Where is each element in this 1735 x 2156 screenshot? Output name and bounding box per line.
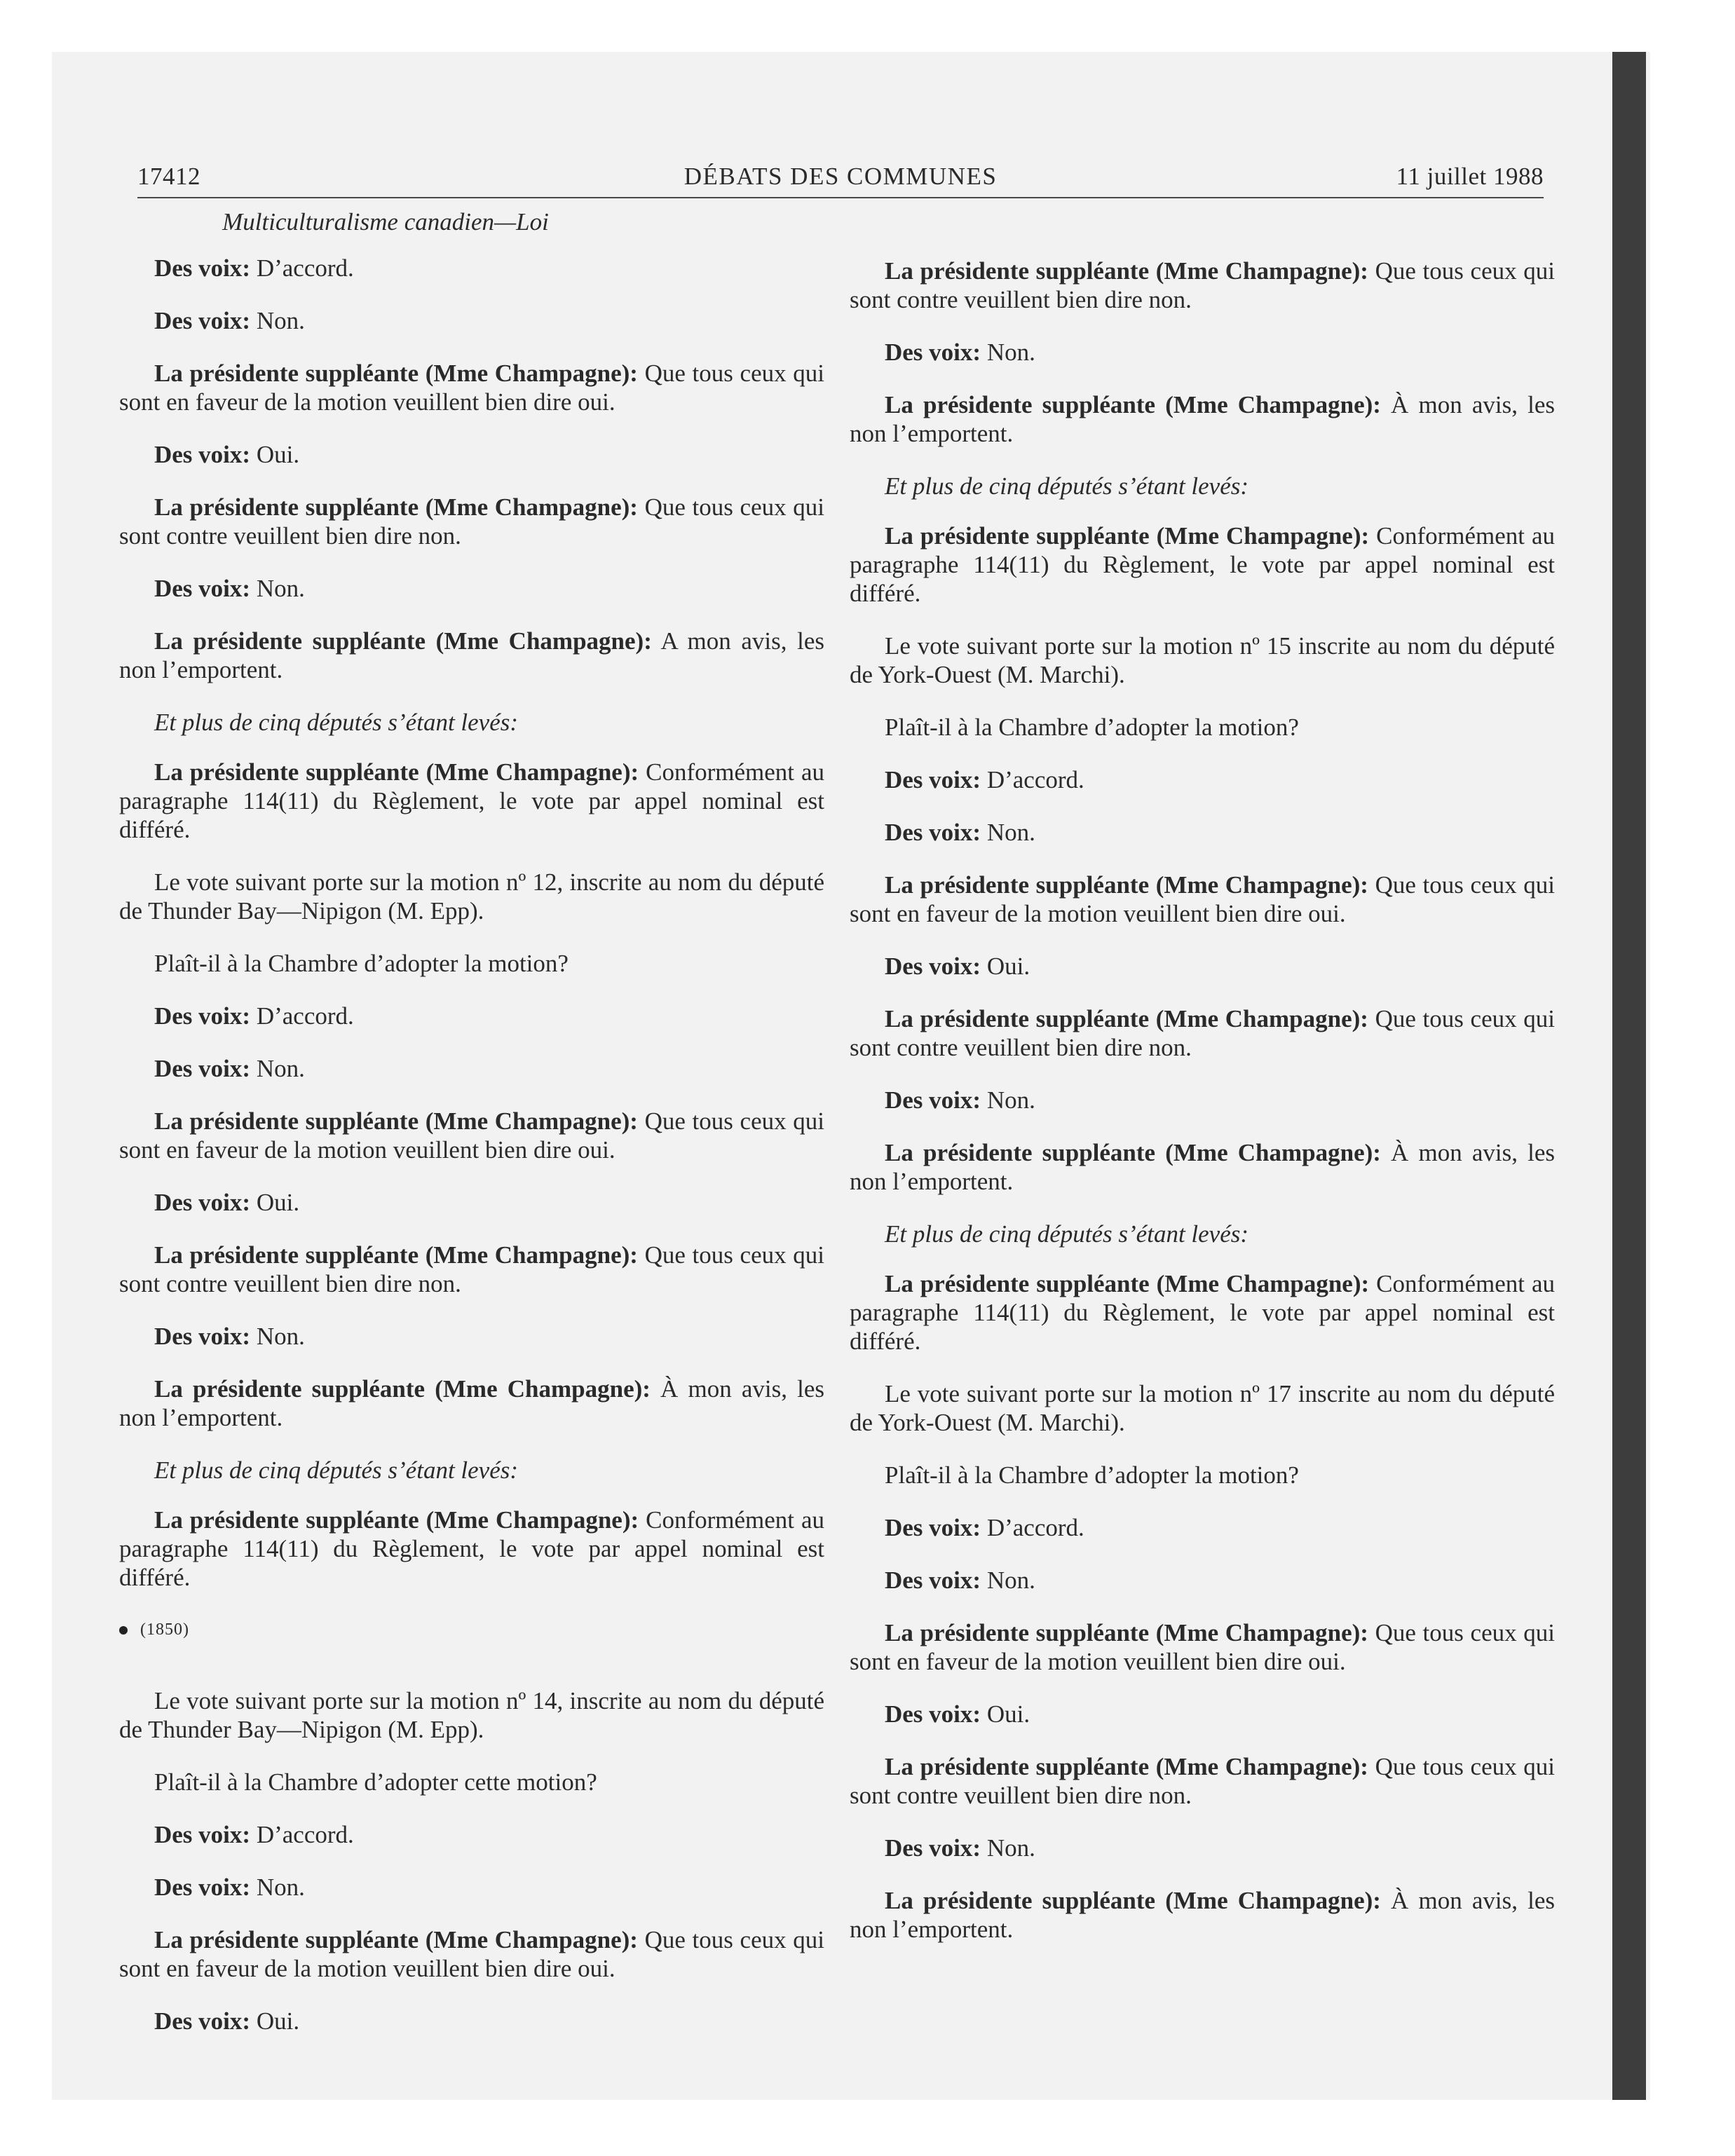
speech-paragraph <box>850 1269 1555 1356</box>
stage-direction <box>850 1220 1555 1248</box>
paragraph-text: Que tous ceux qui sont en faveur de la motion veuillent bien dire oui. <box>850 871 1555 927</box>
paragraph-text: Et plus de cinq députés s’étant levés: <box>885 472 1249 500</box>
speaker-name: La présidente suppléante (Mme Champagne): <box>885 391 1381 418</box>
timestamp-text: (1850) <box>140 1621 189 1639</box>
paragraph-text: Conformément au paragraphe 114(11) du Règlement, le vote par appel nominal est différé. <box>850 1270 1555 1355</box>
speaker-name: Des voix: <box>885 1834 981 1862</box>
narrative-paragraph <box>119 1768 824 1796</box>
paragraph-text: D’accord. <box>250 254 354 282</box>
paragraph-text: Non. <box>250 1874 305 1901</box>
speech-paragraph <box>850 952 1555 981</box>
speech-paragraph <box>119 1322 824 1351</box>
speech-paragraph <box>119 1241 824 1298</box>
speech-paragraph <box>119 359 824 416</box>
speaker-name: La présidente suppléante (Mme Champagne): <box>154 360 638 387</box>
speaker-name: Des voix: <box>885 1567 981 1594</box>
speech-paragraph <box>119 1188 824 1217</box>
speech-paragraph <box>119 1506 824 1592</box>
speech-paragraph <box>850 257 1555 314</box>
paragraph-text: Non. <box>981 1567 1035 1594</box>
paragraph-text: Et plus de cinq députés s’étant levés: <box>154 1456 519 1484</box>
narrative-paragraph <box>850 1379 1555 1437</box>
speech-paragraph <box>119 1002 824 1030</box>
timestamp <box>119 1616 824 1644</box>
paragraph-text: Non. <box>250 307 305 334</box>
paragraph-text: Que tous ceux qui sont contre veuillent bien dire non. <box>119 493 824 550</box>
left-column <box>119 207 824 2059</box>
speech-paragraph <box>850 1700 1555 1728</box>
speaker-name: Des voix: <box>885 819 981 846</box>
speech-paragraph <box>850 1834 1555 1862</box>
speaker-name: Des voix: <box>154 254 251 282</box>
speaker-name: Des voix: <box>154 575 251 602</box>
speaker-name: La présidente suppléante (Mme Champagne): <box>154 1107 638 1135</box>
paragraph-text: Le vote suivant porte sur la motion nº 12, inscrite au nom du député de Thunder Bay—Nipigon (M. Epp). <box>119 868 824 925</box>
paragraph-text: Que tous ceux qui sont contre veuillent bien dire non. <box>850 257 1555 313</box>
paragraph-text: Conformément au paragraphe 114(11) du Règlement, le vote par appel nominal est différé. <box>119 758 824 843</box>
speech-paragraph <box>850 871 1555 928</box>
speech-paragraph <box>850 818 1555 847</box>
speaker-name: Des voix: <box>885 339 981 366</box>
paragraph-text: À mon avis, les non l’emportent. <box>119 1375 824 1431</box>
paragraph-text: D’accord. <box>981 1514 1084 1541</box>
speech-paragraph <box>119 1107 824 1164</box>
paragraph-text: Que tous ceux qui sont contre veuillent bien dire non. <box>850 1005 1555 1061</box>
speech-paragraph <box>850 1752 1555 1810</box>
stage-direction <box>850 472 1555 500</box>
speaker-name: La présidente suppléante (Mme Champagne): <box>885 1619 1368 1646</box>
speech-paragraph <box>850 1566 1555 1595</box>
speaker-name: La présidente suppléante (Mme Champagne): <box>154 1506 639 1534</box>
scan-binding-edge <box>1612 52 1646 2100</box>
speaker-name: Des voix: <box>154 1189 251 1216</box>
speech-paragraph <box>850 1618 1555 1676</box>
stage-direction <box>119 708 824 737</box>
narrative-paragraph <box>850 632 1555 689</box>
paragraph-text: Et plus de cinq députés s’étant levés: <box>154 709 519 736</box>
speaker-name: Des voix: <box>154 1002 251 1030</box>
paragraph-text: Et plus de cinq députés s’étant levés: <box>885 1220 1249 1248</box>
speech-paragraph <box>119 1925 824 1983</box>
speaker-name: Des voix: <box>154 1323 251 1350</box>
page-number: 17412 <box>137 163 200 190</box>
speech-paragraph <box>119 1873 824 1902</box>
speaker-name: La présidente suppléante (Mme Champagne): <box>885 1887 1381 1914</box>
paragraph-text: Non. <box>250 575 305 602</box>
paragraph-text: À mon avis, les non l’emportent. <box>850 1887 1555 1943</box>
speaker-name: La présidente suppléante (Mme Champagne): <box>154 758 639 786</box>
left-paragraphs-after <box>119 1686 824 2035</box>
paragraph-text: Que tous ceux qui sont en faveur de la motion veuillent bien dire oui. <box>119 360 824 416</box>
paragraph-text: Oui. <box>981 953 1030 980</box>
paragraph-text: Plaît-il à la Chambre d’adopter cette motion? <box>154 1768 597 1796</box>
speech-paragraph <box>119 1374 824 1432</box>
page-header <box>137 163 1544 198</box>
speaker-name: Des voix: <box>885 953 981 980</box>
paragraph-text: Oui. <box>250 2007 300 2035</box>
speaker-name: Des voix: <box>885 766 981 793</box>
speech-paragraph <box>850 521 1555 608</box>
paragraph-text: À mon avis, les non l’emportent. <box>850 391 1555 447</box>
right-paragraphs <box>850 257 1555 1944</box>
speaker-name: La présidente suppléante (Mme Champagne): <box>885 1139 1381 1166</box>
paragraph-text: Plaît-il à la Chambre d’adopter la motion? <box>885 1461 1299 1489</box>
speech-paragraph <box>119 2007 824 2035</box>
speech-paragraph <box>850 1086 1555 1114</box>
paragraph-text: Conformément au paragraphe 114(11) du Règlement, le vote par appel nominal est différé. <box>850 522 1555 607</box>
speaker-name: La présidente suppléante (Mme Champagne): <box>154 1241 638 1269</box>
paragraph-text: Le vote suivant porte sur la motion nº 17 inscrite au nom du député de York-Ouest (M. Marchi). <box>850 1380 1555 1436</box>
speaker-name: La présidente suppléante (Mme Champagne): <box>154 493 638 521</box>
speech-paragraph <box>850 1513 1555 1542</box>
speech-paragraph <box>850 338 1555 367</box>
paragraph-text: Conformément au paragraphe 114(11) du Règlement, le vote par appel nominal est différé. <box>119 1506 824 1591</box>
narrative-paragraph <box>119 949 824 978</box>
speech-paragraph <box>119 254 824 282</box>
speech-paragraph <box>850 1004 1555 1062</box>
section-subheading: Multiculturalisme canadien—Loi <box>222 208 549 236</box>
paragraph-text: Oui. <box>250 1189 300 1216</box>
paragraph-text: Non. <box>981 1086 1035 1114</box>
speaker-name: La présidente suppléante (Mme Champagne): <box>154 1926 638 1953</box>
speaker-name: Des voix: <box>885 1086 981 1114</box>
narrative-paragraph <box>119 868 824 925</box>
narrative-paragraph <box>119 1686 824 1744</box>
bullet-icon <box>119 1626 128 1635</box>
stage-direction <box>119 1456 824 1485</box>
paragraph-text: D’accord. <box>981 766 1084 793</box>
left-paragraphs <box>119 254 824 1592</box>
paragraph-text: Non. <box>981 339 1035 366</box>
narrative-paragraph <box>850 713 1555 742</box>
speaker-name: Des voix: <box>885 1700 981 1728</box>
paragraph-text: Que tous ceux qui sont en faveur de la motion veuillent bien dire oui. <box>850 1619 1555 1675</box>
speaker-name: La présidente suppléante (Mme Champagne): <box>885 522 1370 550</box>
speech-paragraph <box>119 1820 824 1849</box>
speech-paragraph <box>119 440 824 469</box>
paragraph-text: Non. <box>981 1834 1035 1862</box>
speaker-name: Des voix: <box>154 441 251 468</box>
speech-paragraph <box>850 1886 1555 1944</box>
speech-paragraph <box>119 574 824 603</box>
speech-paragraph <box>850 390 1555 448</box>
paragraph-text: Que tous ceux qui sont contre veuillent bien dire non. <box>119 1241 824 1297</box>
right-column <box>850 257 1555 1967</box>
paragraph-text: Que tous ceux qui sont en faveur de la motion veuillent bien dire oui. <box>119 1107 824 1164</box>
speech-paragraph <box>119 758 824 844</box>
speaker-name: Des voix: <box>154 307 251 334</box>
speaker-name: Des voix: <box>154 1821 251 1848</box>
paragraph-text: Le vote suivant porte sur la motion nº 14, inscrite au nom du député de Thunder Bay—Nipigon (M. Epp). <box>119 1687 824 1743</box>
paragraph-text: Non. <box>981 819 1035 846</box>
speaker-name: La présidente suppléante (Mme Champagne): <box>885 1753 1368 1780</box>
paragraph-text: Oui. <box>981 1700 1030 1728</box>
speaker-name: La présidente suppléante (Mme Champagne): <box>885 1270 1370 1297</box>
speaker-name: Des voix: <box>154 1055 251 1082</box>
speech-paragraph <box>119 493 824 550</box>
speech-paragraph <box>119 1054 824 1083</box>
speaker-name: La présidente suppléante (Mme Champagne): <box>154 627 652 655</box>
speaker-name: La présidente suppléante (Mme Champagne): <box>885 1005 1368 1032</box>
speaker-name: Des voix: <box>154 1874 251 1901</box>
paragraph-text: Que tous ceux qui sont contre veuillent bien dire non. <box>850 1753 1555 1809</box>
header-rule <box>137 197 1544 198</box>
paragraph-text: Le vote suivant porte sur la motion nº 15 inscrite au nom du député de York-Ouest (M. Marchi). <box>850 632 1555 688</box>
paragraph-text: Plaît-il à la Chambre d’adopter la motion? <box>154 950 569 977</box>
paragraph-text: Oui. <box>250 441 300 468</box>
page-date: 11 juillet 1988 <box>1396 163 1544 190</box>
speaker-name: Des voix: <box>154 2007 251 2035</box>
speech-paragraph <box>119 306 824 335</box>
speaker-name: La présidente suppléante (Mme Champagne): <box>154 1375 651 1403</box>
narrative-paragraph <box>850 1461 1555 1489</box>
paragraph-text: À mon avis, les non l’emportent. <box>850 1139 1555 1195</box>
speech-paragraph <box>119 627 824 684</box>
paragraph-text: Plaît-il à la Chambre d’adopter la motion? <box>885 714 1299 741</box>
publication-title: DÉBATS DES COMMUNES <box>683 163 998 190</box>
speech-paragraph <box>850 1138 1555 1196</box>
paragraph-text: D’accord. <box>250 1821 354 1848</box>
paragraph-text: Non. <box>250 1055 305 1082</box>
speaker-name: La présidente suppléante (Mme Champagne): <box>885 257 1368 285</box>
paragraph-text: Que tous ceux qui sont en faveur de la motion veuillent bien dire oui. <box>119 1926 824 1982</box>
paragraph-text: D’accord. <box>250 1002 354 1030</box>
speaker-name: La présidente suppléante (Mme Champagne): <box>885 871 1368 899</box>
paragraph-text: Non. <box>250 1323 305 1350</box>
speaker-name: Des voix: <box>885 1514 981 1541</box>
speech-paragraph <box>850 765 1555 794</box>
paragraph-text: A mon avis, les non l’emportent. <box>119 627 824 683</box>
